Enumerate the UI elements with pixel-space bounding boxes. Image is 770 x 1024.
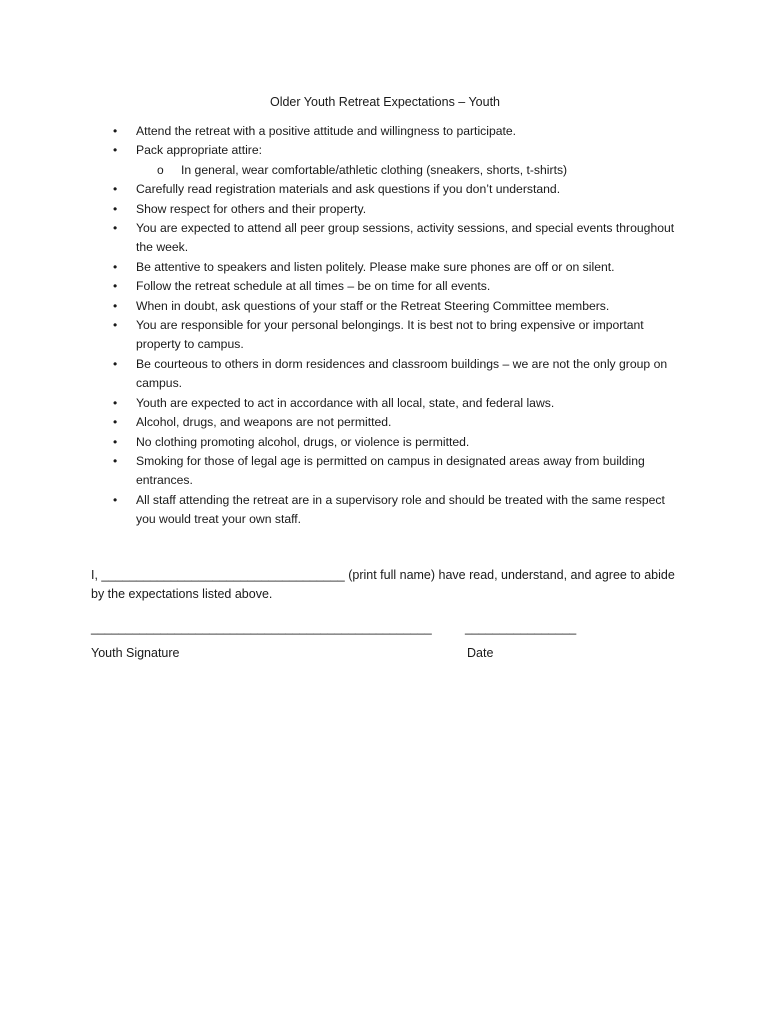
bullet-icon: • [113, 356, 118, 371]
bullet-icon: • [113, 182, 118, 197]
bullet-icon: • [113, 124, 118, 138]
bullet-icon: • [113, 259, 118, 274]
list-item: • Alcohol, drugs, and weapons are not permitted. [0, 413, 676, 432]
list-item: • Be attentive to speakers and listen politely. Please make sure phones are off or on silent. [0, 258, 676, 277]
expectations-list [0, 122, 770, 530]
list-item: • Carefully read registration materials and ask questions if you don’t understand. [0, 180, 676, 199]
list-item: • Smoking for those of legal age is permitted on campus in designated areas away from building entrances. [113, 453, 645, 488]
date-label: Date [467, 646, 494, 660]
bullet-icon: • [113, 492, 118, 507]
list-item: • You are responsible for your personal belongings. It is best not to bring expensive or important property to campus. [113, 318, 644, 352]
list-item: • All staff attending the retreat are in a supervisory role and should be treated with the same respect you would treat your own staff. [113, 492, 665, 527]
agreement-statement: I, ___________________________________ (print full name) have read, understand, and agree to abide by the expectations listed above. [91, 568, 675, 601]
list-item: • You are expected to attend all peer group sessions, activity sessions, and special events throughout the week. [113, 221, 675, 255]
bullet-icon: • [113, 395, 118, 410]
bullet-icon: • [113, 221, 118, 236]
list-item: • No clothing promoting alcohol, drugs, or violence is permitted. [0, 433, 676, 452]
bullet-icon: • [113, 279, 118, 294]
bullet-icon: • [113, 201, 118, 216]
date-line: ________________ [465, 621, 577, 635]
list-item: • Follow the retreat schedule at all times – be on time for all events. [0, 277, 676, 296]
bullet-icon: • [113, 298, 118, 313]
signature-line: _________________________________________________ [91, 621, 432, 635]
list-item: • Be courteous to others in dorm residences and classroom buildings – we are not the only group on campus. [113, 356, 668, 391]
document-title: Older Youth Retreat Expectations – Youth [269, 95, 501, 109]
sub-bullet-icon: o [157, 162, 164, 177]
bullet-icon: • [113, 453, 118, 468]
list-item: • When in doubt, ask questions of your staff or the Retreat Steering Committee members. [0, 297, 676, 316]
list-item: • Youth are expected to act in accordance with all local, state, and federal laws. [0, 394, 676, 413]
list-item: • Show respect for others and their property. [0, 200, 676, 219]
signature-label: Youth Signature [91, 646, 180, 660]
bullet-icon: • [113, 415, 118, 430]
list-item: • Attend the retreat with a positive attitude and willingness to participate. [0, 122, 676, 141]
bullet-icon: • [113, 143, 118, 158]
sub-list-item: o In general, wear comfortable/athletic clothing (sneakers, shorts, t-shirts) [0, 161, 701, 180]
bullet-icon: • [113, 434, 118, 449]
bullet-icon: • [113, 318, 118, 333]
list-item: • Pack appropriate attire: [0, 141, 676, 160]
